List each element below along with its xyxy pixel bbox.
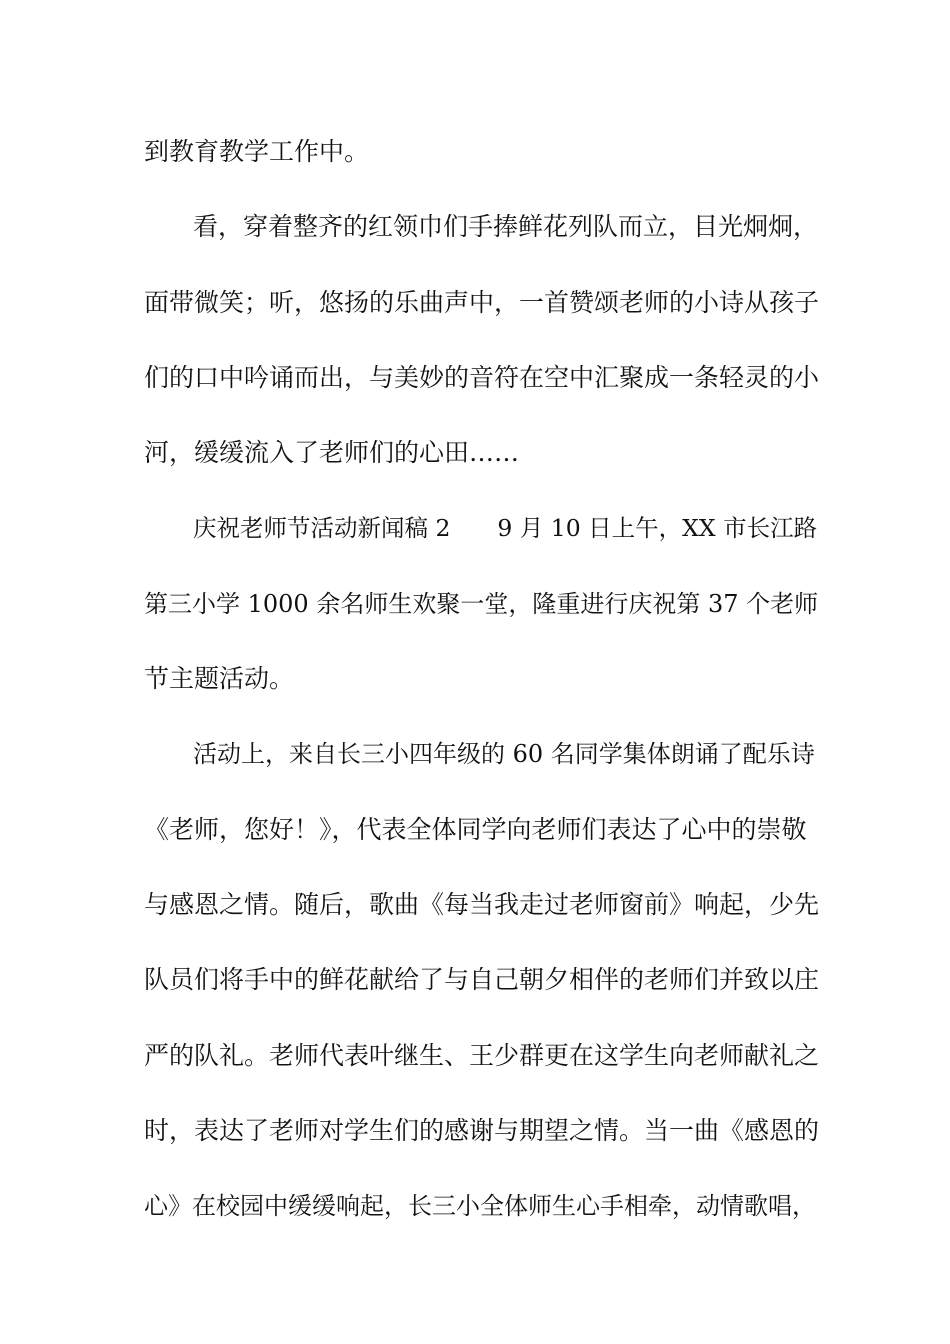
text-line: 心》在校园中缓缓响起，长三小全体师生心手相牵，动情歌唱， xyxy=(144,1192,816,1220)
text-line: 第三小学 1000 余名师生欢聚一堂，隆重进行庆祝第 37 个老师 xyxy=(144,590,819,618)
text-line: 活动上，来自长三小四年级的 60 名同学集体朗诵了配乐诗 xyxy=(193,740,815,768)
text-line: 庆祝老师节活动新闻稿 2 9 月 10 日上午，XX 市长江路 xyxy=(193,514,818,542)
text-line: 节主题活动。 xyxy=(144,664,295,693)
text-line: 河，缓缓流入了老师们的心田…… xyxy=(144,438,520,467)
text-line: 们的口中吟诵而出，与美妙的音符在空中汇聚成一条轻灵的小 xyxy=(144,363,820,392)
text-line: 到教育教学工作中。 xyxy=(144,137,370,166)
text-line: 队员们将手中的鲜花献给了与自己朝夕相伴的老师们并致以庄 xyxy=(144,965,820,994)
text-line: 面带微笑；听，悠扬的乐曲声中，一首赞颂老师的小诗从孩子 xyxy=(144,288,820,317)
text-line: 与感恩之情。随后，歌曲《每当我走过老师窗前》响起，少先 xyxy=(144,890,820,919)
text-line: 时，表达了老师对学生们的感谢与期望之情。当一曲《感恩的 xyxy=(144,1116,820,1145)
text-line: 看，穿着整齐的红领巾们手捧鲜花列队而立，目光炯炯， xyxy=(193,212,819,241)
text-line: 《老师，您好！》，代表全体同学向老师们表达了心中的崇敬 xyxy=(144,815,807,844)
text-line: 严的队礼。老师代表叶继生、王少群更在这学生向老师献礼之 xyxy=(144,1041,820,1070)
